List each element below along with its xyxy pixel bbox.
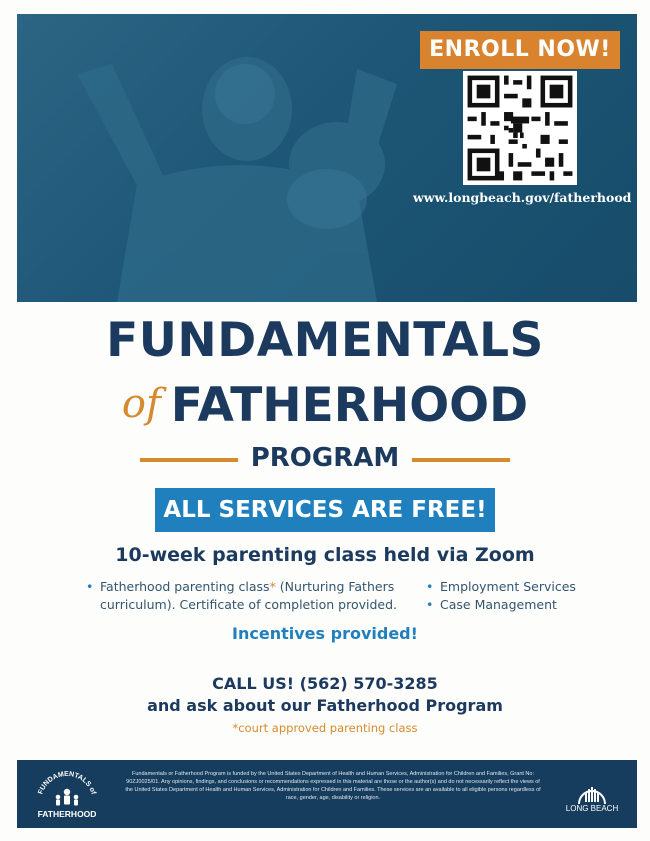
incentives-text: Incentives provided! [232,624,418,643]
program-rule-right [412,458,510,462]
logo-arc-text: FUNDAMENTALS of [37,770,97,796]
service-text: Fatherhood parenting class [100,579,270,594]
list-item: • Case Management [426,596,626,614]
program-url[interactable]: www.longbeach.gov/fatherhood [413,190,632,205]
title-fatherhood-text: FATHERHOOD [170,378,529,433]
hero-banner [17,14,637,302]
court-note: *court approved parenting class [232,721,418,735]
enroll-now-button[interactable]: ENROLL NOW! [420,31,620,69]
funding-disclaimer: Fundamentals or Fatherhood Program is funded by the United States Department of Health and Human Services, Administration for Children and Families, Grant No: 90ZJ0025/01. Any opinions, findings, and conclusions or recommendations expressed in this material are those or the author(s) and do not necessarily reflect the views of the United States Department of Health and Human Services, Administration for Children and Families. These services are an available to all eligible persons regardless of race, gender, age, disability or religion. [125,771,541,801]
title-fatherhood [0,378,650,433]
program-row [0,440,650,476]
qr-code[interactable] [463,71,577,185]
list-item [86,578,406,614]
list-item: • Employment Services [426,578,626,596]
title-program: PROGRAM [250,443,400,473]
fatherhood-logo [27,764,107,824]
free-services-banner: ALL SERVICES ARE FREE! [155,488,495,532]
hero-photo [17,14,437,302]
ask-about-program: and ask about our Fatherhood Program [147,696,503,715]
family-icon [56,789,79,806]
service-detail: (Nurturing Fathers curriculum). Certificate of completion provided. [100,579,398,612]
class-subheading: 10-week parenting class held via Zoom [115,544,535,566]
logo-bottom-text: FATHERHOOD [37,809,97,819]
title-of: of [121,381,161,427]
footer [17,760,637,828]
call-phone[interactable]: CALL US! (562) 570-3285 [212,674,438,693]
long-beach-name: LONG BEACH [565,804,619,813]
title-fundamentals: FUNDAMENTALS [106,313,544,368]
services-list-right [426,578,626,614]
asterisk: * [269,579,276,594]
services-list-left [86,578,406,614]
